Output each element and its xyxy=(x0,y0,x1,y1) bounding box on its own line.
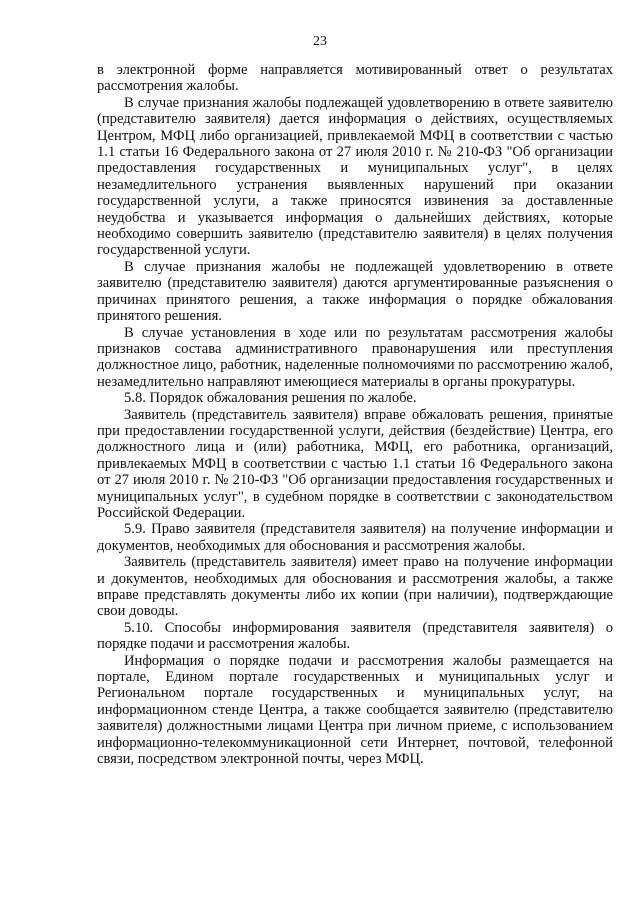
paragraph-complaint-rejected: В случае признания жалобы не подлежащей удовлетворению в ответе заявителю (представителю заявителя) даются аргументированные разъяснения о причинах принятого решения, а также информация о порядке обжалования принятого решения. xyxy=(97,258,613,325)
paragraph-complaint-satisfied: В случае признания жалобы подлежащей удовлетворению в ответе заявителю (представителю заявителя) дается информация о действиях, осуществляемых Центром, МФЦ либо организацией, привлекаемой МФЦ в соответствии с частью 1.1 статьи 16 Федерального закона от 27 июля 2010 г. № 210-ФЗ "Об организации предоставления государственных и муниципальных услуг", в целях незамедлительного устранения выявленных нарушений при оказании государственной услуги, а также приносятся извинения за доставленные неудобства и указывается информация о дальнейших действиях, которые необходимо совершить заявителю (представителю заявителя) в целях получения государственной услуги. xyxy=(97,94,613,259)
section-heading-5-8: 5.8. Порядок обжалования решения по жалобе. xyxy=(124,390,417,407)
paragraph-response-continuation: в электронной форме направляется мотивированный ответ о результатах рассмотрения жалобы. xyxy=(97,62,613,95)
paragraph-right-to-information: Заявитель (представитель заявителя) имеет право на получение информации и документов, необходимых для обоснования и рассмотрения жалобы, а также вправе представлять документы либо их копии (при наличии), подтверждающие свои доводы. xyxy=(97,554,613,620)
paragraph-judicial-appeal: Заявитель (представитель заявителя) вправе обжаловать решения, принятые при предоставлении государственной услуги, действия (бездействие) Центра, его должностного лица и (или) работника, МФЦ, его работника, организаций, привлекаемых МФЦ в соответствии с частью 1.1 статьи 16 Федерального закона от 27 июля 2010 г. № 210-ФЗ "Об организации предоставления государственных и муниципальных услуг", в судебном порядке в соответствии с законодательством Российской Федерации. xyxy=(97,406,613,521)
section-heading-5-10: 5.10. Способы информирования заявителя (представителя заявителя) о порядке подачи и рассмотрения жалобы. xyxy=(97,619,613,653)
paragraph-information-channels: Информация о порядке подачи и рассмотрения жалобы размещается на портале, Едином портале государственных и муниципальных услуг и Региональном портале государственных и муниципальных услуг, на информационном стенде Центра, а также сообщается заявителю (представителю заявителя) должностными лицами Центра при личном приеме, с использованием информационно-телекоммуникационной сети Интернет, почтовой, телефонной связи, посредством электронной почты, через МФЦ. xyxy=(97,652,613,768)
document-body xyxy=(97,62,613,767)
page-number: 23 xyxy=(313,34,327,49)
paragraph-offense-detected: В случае установления в ходе или по результатам рассмотрения жалобы признаков состава административного правонарушения или преступления должностное лицо, работник, наделенные полномочиями по рассмотрению жалоб, незамедлительно направляют имеющиеся материалы в органы прокуратуры. xyxy=(97,324,613,390)
section-heading-5-9: 5.9. Право заявителя (представителя заявителя) на получение информации и документов, необходимых для обоснования и рассмотрения жалобы. xyxy=(97,521,613,554)
